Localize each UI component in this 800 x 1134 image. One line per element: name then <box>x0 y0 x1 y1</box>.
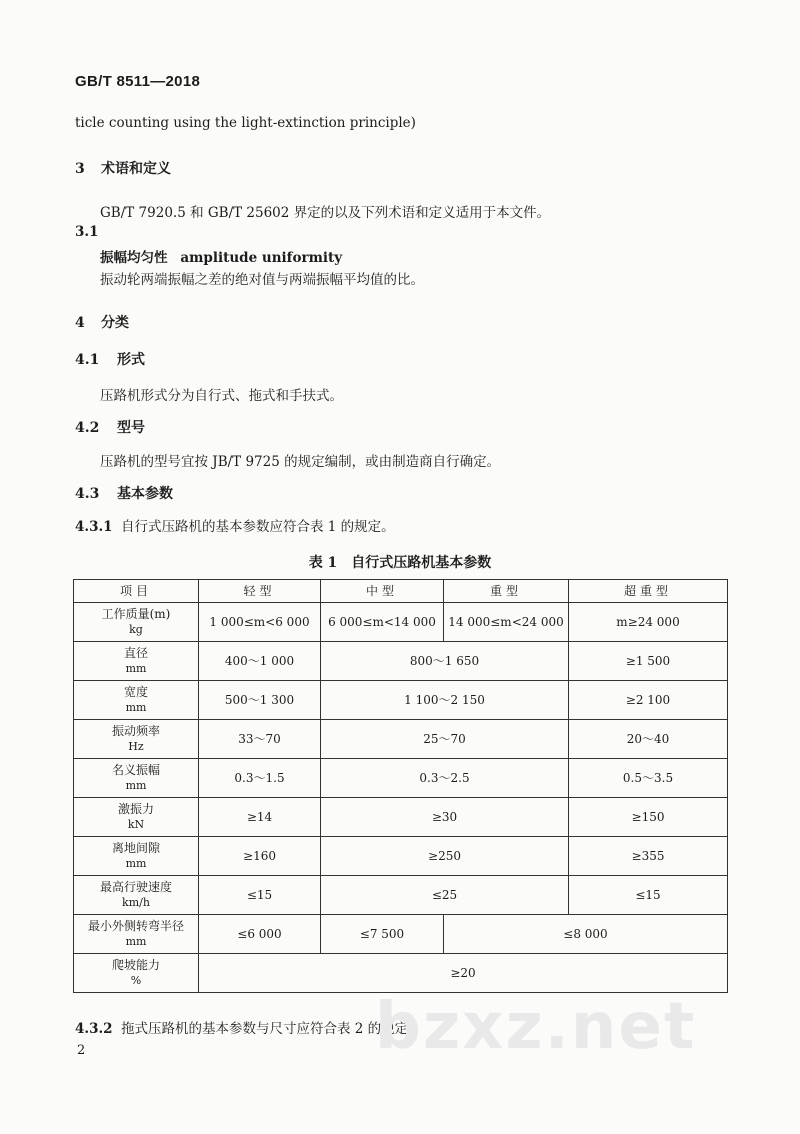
table-row <box>74 798 728 837</box>
section-4-3-1 <box>75 515 395 535</box>
table-cell: 20～40 <box>569 720 728 759</box>
section-title: 术语和定义 <box>101 161 171 177</box>
table-cell: 14 000≤m<24 000 <box>444 603 569 642</box>
table-cell: 400～1 000 <box>199 642 321 681</box>
row-label: 名义振幅 mm <box>74 759 199 798</box>
table-cell: 0.3～2.5 <box>321 759 569 798</box>
table-cell: 1 000≤m<6 000 <box>199 603 321 642</box>
row-label: 最小外侧转弯半径 mm <box>74 915 199 954</box>
watermark: bzxz.net <box>375 990 697 1064</box>
header-extra-heavy: 超重型 <box>569 580 728 603</box>
table-cell: 1 100～2 150 <box>321 681 569 720</box>
section-title: 形式 <box>117 352 145 368</box>
header-light: 轻型 <box>199 580 321 603</box>
section-3-heading <box>75 158 171 178</box>
section-4-3-2 <box>75 1017 422 1037</box>
row-label: 离地间隙 mm <box>74 837 199 876</box>
table-caption: 表 1 自行式压路机基本参数 <box>308 555 492 571</box>
table-row <box>74 681 728 720</box>
table-cell: ≥30 <box>321 798 569 837</box>
table-cell: 6 000≤m<14 000 <box>321 603 444 642</box>
section-4-1-text: 压路机形式分为自行式、拖式和手扶式。 <box>100 388 343 404</box>
continuation-text: ticle counting using the light-extinction principle) <box>75 115 416 131</box>
section-4-1-heading <box>75 349 145 369</box>
table-row <box>74 642 728 681</box>
table-row <box>74 759 728 798</box>
page-number: 2 <box>77 1043 86 1058</box>
table-header-row <box>74 580 728 603</box>
table-cell: ≤25 <box>321 876 569 915</box>
section-title: 基本参数 <box>117 486 173 502</box>
term-definition: 振动轮两端振幅之差的绝对值与两端振幅平均值的比。 <box>100 272 424 288</box>
table-cell: 0.5～3.5 <box>569 759 728 798</box>
row-label: 宽度 mm <box>74 681 199 720</box>
term-english: amplitude uniformity <box>180 250 343 266</box>
section-number: 4.1 <box>75 352 100 368</box>
table-cell: ≥150 <box>569 798 728 837</box>
term-entry <box>100 246 342 266</box>
table-cell: ≤6 000 <box>199 915 321 954</box>
header-item: 项目 <box>74 580 199 603</box>
table-cell: ≤15 <box>199 876 321 915</box>
parameter-table <box>73 579 728 993</box>
table-cell: 0.3～1.5 <box>199 759 321 798</box>
table-cell: ≥20 <box>199 954 728 993</box>
section-4-2-heading <box>75 417 145 437</box>
section-text: 自行式压路机的基本参数应符合表 1 的规定。 <box>121 519 395 535</box>
section-4-3-heading <box>75 483 173 503</box>
row-label: 直径 mm <box>74 642 199 681</box>
table-cell: ≥14 <box>199 798 321 837</box>
section-title: 分类 <box>101 315 129 331</box>
row-label: 工作质量(m) kg <box>74 603 199 642</box>
section-3-intro: GB/T 7920.5 和 GB/T 25602 界定的以及下列术语和定义适用于本文件。 <box>100 205 551 221</box>
table-row <box>74 837 728 876</box>
header-heavy: 重型 <box>444 580 569 603</box>
table-cell: ≤15 <box>569 876 728 915</box>
table-cell: ≥1 500 <box>569 642 728 681</box>
table-row <box>74 603 728 642</box>
table-row <box>74 954 728 993</box>
term-chinese: 振幅均匀性 <box>100 250 168 266</box>
row-label: 振动频率 Hz <box>74 720 199 759</box>
table-cell: ≤8 000 <box>444 915 728 954</box>
table-cell: ≥250 <box>321 837 569 876</box>
section-number: 4.2 <box>75 420 100 436</box>
table-cell: 500～1 300 <box>199 681 321 720</box>
term-number: 3.1 <box>75 224 99 240</box>
row-label: 最高行驶速度 km/h <box>74 876 199 915</box>
header-medium: 中型 <box>321 580 444 603</box>
row-label: 爬坡能力 % <box>74 954 199 993</box>
table-cell: 25～70 <box>321 720 569 759</box>
section-number: 4.3.1 <box>75 519 113 535</box>
table-row <box>74 915 728 954</box>
section-4-2-text: 压路机的型号宜按 JB/T 9725 的规定编制，或由制造商自行确定。 <box>100 454 501 470</box>
standard-code-header: GB/T 8511—2018 <box>75 73 201 90</box>
table-cell: 800～1 650 <box>321 642 569 681</box>
section-4-heading <box>75 312 129 332</box>
section-number: 4.3 <box>75 486 100 502</box>
table-cell: ≥160 <box>199 837 321 876</box>
section-number: 4 <box>75 315 85 331</box>
table-row <box>74 720 728 759</box>
section-text: 拖式压路机的基本参数与尺寸应符合表 2 的规定。 <box>121 1021 422 1037</box>
row-label: 激振力 kN <box>74 798 199 837</box>
table-cell: m≥24 000 <box>569 603 728 642</box>
section-number: 3 <box>75 161 85 177</box>
section-title: 型号 <box>117 420 145 436</box>
table-row <box>74 876 728 915</box>
table-cell: ≥355 <box>569 837 728 876</box>
section-number: 4.3.2 <box>75 1021 113 1037</box>
table-cell: ≤7 500 <box>321 915 444 954</box>
table-cell: 33～70 <box>199 720 321 759</box>
table-cell: ≥2 100 <box>569 681 728 720</box>
